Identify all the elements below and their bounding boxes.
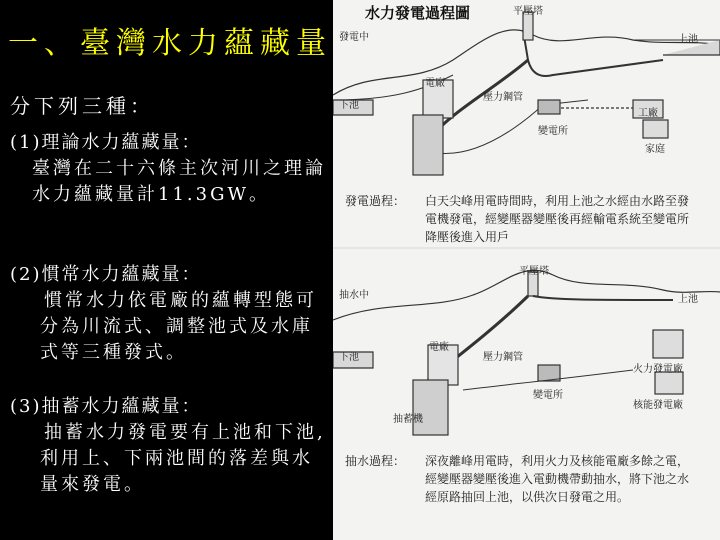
section-heading: (2)慣常水力蘊藏量： bbox=[10, 264, 202, 285]
top-plant-label: 電廠 bbox=[425, 78, 445, 89]
gen-process-text: 白天尖峰用電時間時，利用上池之水經由水路至發電機發電，經變壓器變壓後再經輸電系統至變電所降壓後進入用戶 bbox=[425, 194, 690, 244]
top-factory-label: 工廠 bbox=[638, 108, 658, 119]
section-body: 臺灣在二十六條主次河川之理論水力蘊藏量計11.3GW。 bbox=[32, 158, 326, 205]
bottom-upper-label: 上池 bbox=[678, 294, 698, 305]
top-surge-label: 平壓塔 bbox=[513, 6, 543, 17]
bottom-lower-label: 下池 bbox=[339, 352, 359, 363]
bottom-substation-label: 變電所 bbox=[533, 390, 563, 401]
bottom-mode-label: 抽水中 bbox=[339, 290, 369, 301]
bottom-thermal-label: 火力發電廠 bbox=[633, 364, 683, 375]
section-heading: (1)理論水力蘊藏量： bbox=[10, 132, 202, 153]
pump-process-text: 深夜離峰用電時，利用火力及核能電廠多餘之電，經變壓器變壓後進入電動機帶動抽水，將下池之水經原路抽回上池，以供次日發電之用。 bbox=[425, 454, 690, 504]
section-conventional bbox=[10, 262, 330, 366]
section-body: 抽蓄水力發電要有上池和下池, 利用上、下兩池間的落差與水量來發電。 bbox=[40, 422, 326, 495]
top-penstock-label: 壓力鋼管 bbox=[483, 92, 523, 103]
section-body: 慣常水力依電廠的蘊轉型態可分為川流式、調整池式及水庫式等三種發式。 bbox=[40, 290, 317, 363]
bottom-plant-label: 電廠 bbox=[429, 342, 449, 353]
bottom-penstock-label: 壓力鋼管 bbox=[483, 352, 523, 363]
hydro-process-diagram bbox=[333, 0, 720, 540]
section-pumped-storage bbox=[10, 394, 330, 498]
pump-process bbox=[345, 452, 715, 532]
top-mode-label: 發電中 bbox=[339, 32, 369, 43]
top-home-label: 家庭 bbox=[645, 144, 665, 155]
diagram-title: 水力發電過程圖 bbox=[365, 4, 471, 22]
pump-process-key: 抽水過程： bbox=[345, 454, 406, 468]
bottom-pump-label: 抽蓄機 bbox=[393, 414, 423, 425]
bottom-nuclear-label: 核能發電廠 bbox=[633, 400, 683, 411]
slide-subtitle: 分下列三種： bbox=[10, 94, 154, 118]
section-heading: (3)抽蓄水力蘊藏量： bbox=[10, 396, 202, 417]
top-substation-label: 變電所 bbox=[538, 126, 568, 137]
gen-process-key: 發電過程： bbox=[345, 194, 406, 208]
section-theoretical bbox=[10, 130, 330, 208]
slide-title: 一、臺灣水力蘊藏量 bbox=[8, 26, 332, 61]
top-upper-label: 上池 bbox=[678, 34, 698, 45]
gen-process bbox=[345, 192, 715, 252]
bottom-surge-label: 平壓塔 bbox=[519, 266, 549, 277]
top-lower-label: 下池 bbox=[339, 100, 359, 111]
